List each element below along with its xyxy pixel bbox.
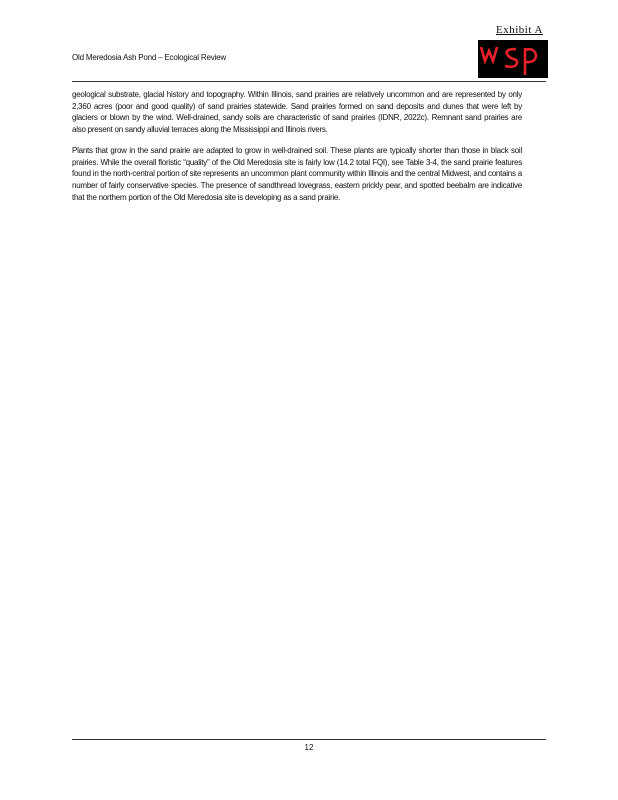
wsp-logo [478, 40, 548, 78]
header-divider [72, 81, 546, 82]
body-text [72, 89, 522, 212]
exhibit-label: Exhibit A [496, 24, 543, 36]
paragraph: geological substrate, glacial history and topography. Within Illinois, sand prairies are relatively uncommon and are represented by only 2,360 acres (poor and good quality) of sand prairies statewide. Sand prairies formed on sand deposits and dunes that were left by glaciers or blown by the wind. Well-drained, sandy soils are characteristic of sand prairies (IDNR, 2022c). Remnant sand prairies are also present on sandy alluvial terraces along the Mississippi and Illinois rivers. [72, 90, 522, 135]
page-number: 12 [304, 743, 314, 752]
running-header-title: Old Meredosia Ash Pond – Ecological Review [72, 53, 226, 62]
footer-divider [72, 739, 546, 740]
paragraph: Plants that grow in the sand prairie are adapted to grow in well-drained soil. These plants are typically shorter than those in black soil prairies. While the overall floristic “quality” of the Old Meredosia site is fairly low (14.2 total FQI), see Table 3-4, the sand prairie features found in the north-central portion of site represents an uncommon plant community within Illinois and the central Midwest, and contains a number of fairly conservative species. The presence of sandthread lovegrass, eastern prickly pear, and spotted beebalm are indicative that the northern portion of the Old Meredosia site is developing as a sand prairie. [72, 145, 522, 202]
